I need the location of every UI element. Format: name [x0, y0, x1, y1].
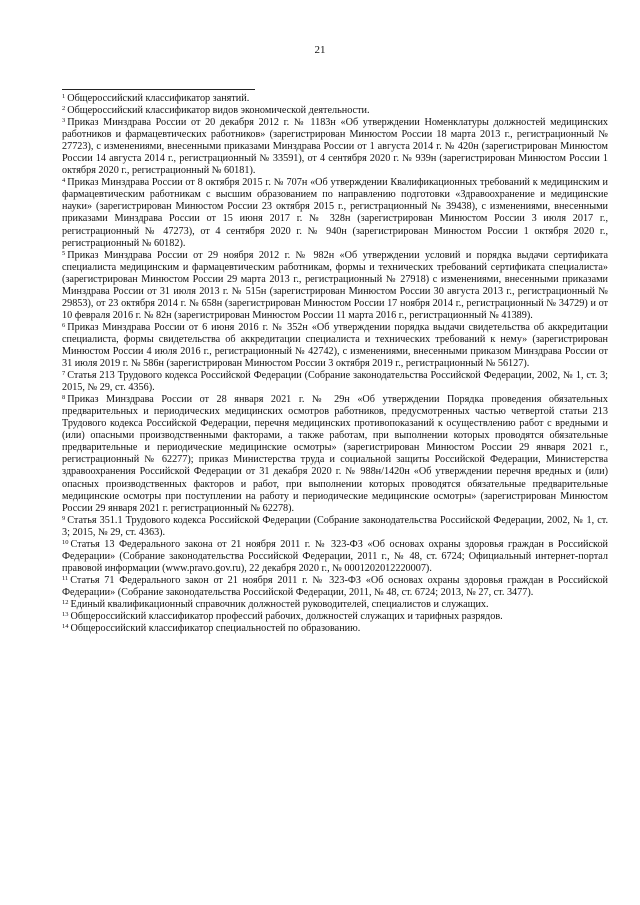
footnote-text: Приказ Минздрава России от 29 ноября 2012 г. № 982н «Об утверждении условий и порядка выдачи сертификата специалиста медицинским и фармацевтическим работникам, формы и технических требований сертификата специалиста» (зарегистрирован Минюстом России 29 марта 2013 г., регистрационный № 27918) с изменениями, внесенными приказами Минздрава России от 31 июля 2013 г. № 515н (зарегистрирован Минюстом России 30 августа 2013 г., регистрационный № 29853), от 23 октября 2014 г. № 658н (зарегистрирован Минюстом России 17 ноября 2014 г., регистрационный № 34729) и от 10 февраля 2016 г. № 82н (зарегистрирован Минюстом России 11 марта 2016 г., регистрационный № 41389). — [62, 249, 608, 321]
footnote — [62, 394, 608, 514]
footnote-number: 14 — [62, 623, 69, 631]
footnotes-list — [62, 93, 608, 635]
footnote — [62, 370, 608, 394]
footnote-text: Общероссийский классификатор занятий. — [67, 93, 250, 104]
footnote — [62, 177, 608, 249]
page-number: 21 — [314, 44, 326, 56]
footnote — [62, 515, 608, 539]
footnote-number: 3 — [62, 117, 66, 125]
footnote-text: Приказ Минздрава России от 8 октября 2015 г. № 707н «Об утверждении Квалификационных требований к медицинским и фармацевтическим работникам с высшим образованием по направлению подготовки «Здравоохранение и медицинские науки» (зарегистрирован Минюстом России 23 октября 2015 г., регистрационный № 39438), с изменениями, внесенными приказами Минздрава России от 15 июня 2017 г. № 328н (зарегистрирован Минюстом России 3 июля 2017 г., регистрационный № 47273), от 4 сентября 2020 г. № 940н (зарегистрирован Минюстом России 1 октября 2020 г., регистрационный № 60182). — [62, 177, 608, 249]
footnote-number: 7 — [62, 370, 66, 378]
footnote — [62, 117, 608, 177]
footnote-number: 13 — [62, 611, 69, 619]
footnote-text: Статья 213 Трудового кодекса Российской Федерации (Собрание законодательства Российской Федерации, 2002, № 1, ст. 3; 2015, № 29, ст. 4356). — [62, 370, 608, 394]
footnote-number: 5 — [62, 249, 66, 257]
footnote-text: Единый квалификационный справочник должностей руководителей, специалистов и служащих. — [70, 598, 489, 610]
footnote-text: Приказ Минздрава России от 6 июня 2016 г. № 352н «Об утверждении порядка выдачи свидетельства об аккредитации специалиста, формы свидетельства об аккредитации специалиста и технических требований к нему» (зарегистрирован Минюстом России 4 июля 2016 г., регистрационный № 42742), с изменениями, внесенными приказом Минздрава России от 31 июля 2019 г. № 586н (зарегистрирован Минюстом России 3 октября 2019 г., регистрационный № 56127). — [62, 321, 608, 370]
footnote — [62, 322, 608, 370]
footnote-separator — [62, 89, 255, 90]
footnote-number: 6 — [62, 321, 66, 329]
footnote-text: Приказ Минздрава России от 20 декабря 2012 г. № 1183н «Об утверждении Номенклатуры должностей медицинских работников и фармацевтических работников» (зарегистрирован Минюстом России 18 марта 2013 г., регистрационный № 27723), с изменениями, внесенными приказами Минздрава России от 1 августа 2014 г. № 420н (зарегистрирован Минюстом России 14 августа 2014 г., регистрационный № 33591), от 4 сентября 2020 г. № 939н (зарегистрирован Минюстом России 1 октября 2020 г., регистрационный № 60181). — [62, 117, 608, 177]
footnote-text: Приказ Минздрава России от 28 января 2021 г. № 29н «Об утверждении Порядка проведения обязательных предварительных и периодических медицинских осмотров работников, предусмотренных частью четвертой статьи 213 Трудового кодекса Российской Федерации, перечня медицинских противопоказаний к осуществлению работ с вредными и (или) опасными производственными факторами, а также работам, при выполнении которых проводятся обязательные предварительные и периодические медицинские осмотры» (зарегистрирован Минюстом России 29 января 2021 г., регистрационный № 62277); приказ Министерства труда и социальной защиты Российской Федерации, Министерства здравоохранения Российской Федерации от 31 декабря 2020 г. № 988н/1420н «Об утверждении перечня вредных и (или) опасных производственных факторов и работ, при выполнении которых проводятся обязательные предварительные медицинские осмотры при поступлении на работу и периодические медицинские осмотры» (зарегистрирован Минюстом России 29 января 2021 г. регистрационный № 62278). — [62, 394, 608, 514]
footnote — [62, 105, 608, 117]
footnote-text: Общероссийский классификатор специальностей по образованию. — [70, 623, 361, 635]
footnote — [62, 539, 608, 575]
footnote-number: 12 — [62, 598, 69, 606]
footnote-number: 2 — [62, 105, 66, 113]
footnote-number: 9 — [62, 514, 66, 522]
footnote — [62, 599, 608, 611]
footnote — [62, 93, 608, 105]
footnote-text: Общероссийский классификатор видов экономической деятельности. — [67, 105, 370, 117]
footnote-text: Статья 351.1 Трудового кодекса Российской Федерации (Собрание законодательства Российской Федерации, 2002, № 1, ст. 3; 2015, № 29, ст. 4363). — [62, 514, 608, 538]
footnote-number: 4 — [62, 177, 66, 185]
footnote-text: Статья 71 Федерального закон от 21 ноября 2011 г. № 323-ФЗ «Об основах охраны здоровья граждан в Российской Федерации» (Собрание законодательства Российской Федерации, 2011, № 48, ст. 6724; 2013, № 27, ст. 3477). — [62, 574, 608, 598]
footnote-number: 10 — [62, 538, 69, 546]
footnote — [62, 611, 608, 623]
footnote-text: Статья 13 Федерального закона от 21 ноября 2011 г. № 323-ФЗ «Об основах охраны здоровья граждан в Российской Федерации» (Собрание законодательства Российской Федерации, 2011 г., № 48, ст. 6724; Официальный интернет-портал правовой информации (www.pravo.gov.ru), 22 декабря 2020 г., № 0001202012220007). — [62, 538, 608, 574]
footnote — [62, 623, 608, 635]
footnote-text: Общероссийский классификатор профессий рабочих, должностей служащих и тарифных разрядов. — [70, 611, 503, 623]
footnote-number: 11 — [62, 574, 69, 582]
footnote — [62, 250, 608, 322]
footnote-number: 1 — [62, 93, 66, 100]
footnote — [62, 575, 608, 599]
footnote-number: 8 — [62, 394, 66, 402]
